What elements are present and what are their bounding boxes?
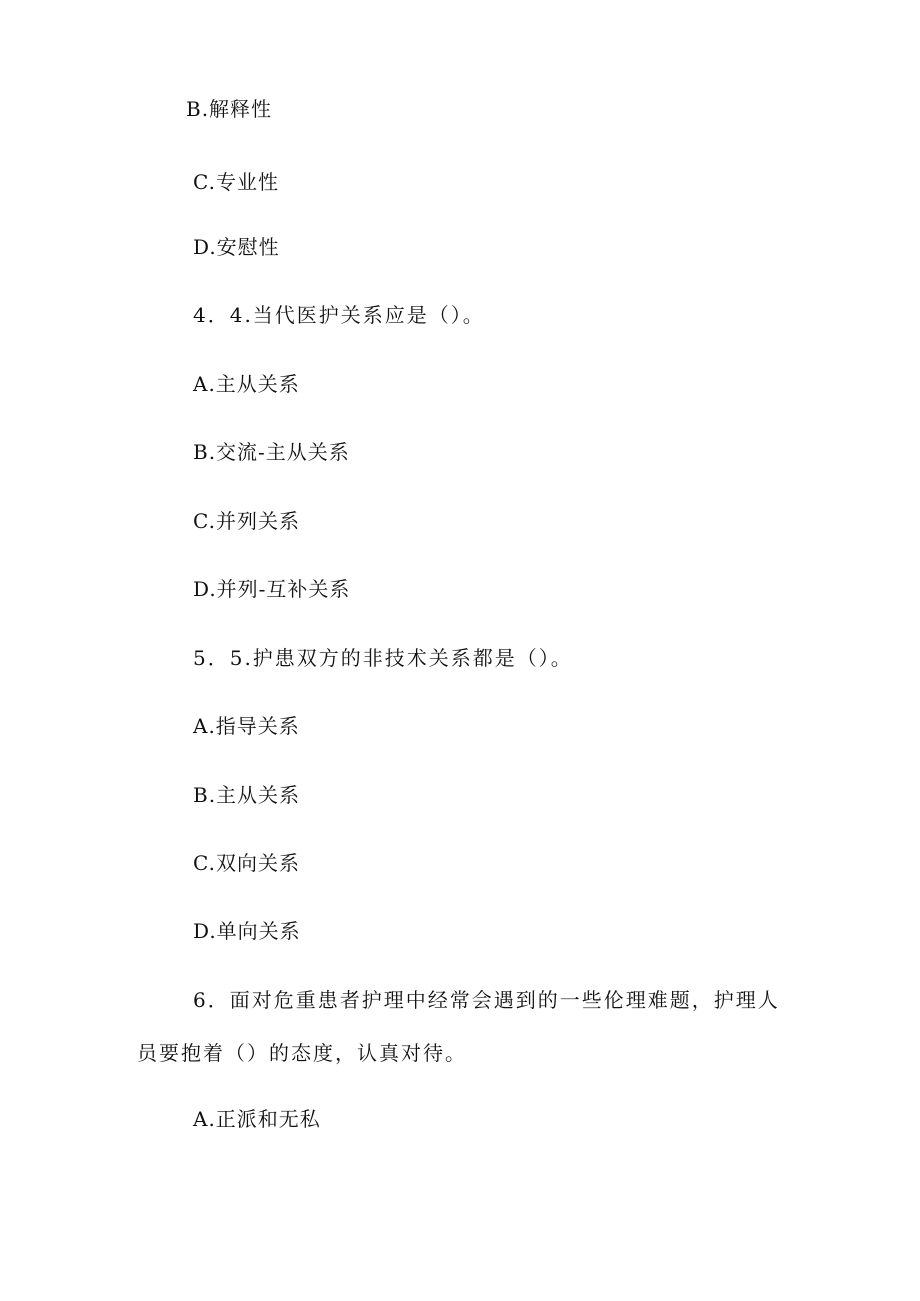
option-b-q5: B.主从关系: [193, 783, 301, 807]
option-c-q4: C.并列关系: [193, 509, 300, 533]
option-d-q3: D.安慰性: [193, 235, 280, 259]
question-6-line-1: 6．面对危重患者护理中经常会遇到的一些伦理难题，护理人: [193, 988, 780, 1012]
question-5: 5．5.护患双方的非技术关系都是（）。: [193, 646, 573, 670]
option-d-q4: D.并列-互补关系: [193, 577, 351, 601]
question-6-line-2: 员要抱着（）的态度，认真对待。: [137, 1041, 467, 1065]
option-b-q4: B.交流-主从关系: [193, 440, 350, 464]
option-b-q3: B.解释性: [186, 97, 273, 121]
option-d-q5: D.单向关系: [193, 919, 301, 943]
option-a-q4: A.主从关系: [193, 372, 300, 396]
question-4: 4．4.当代医护关系应是（）。: [193, 303, 485, 327]
option-c-q3: C.专业性: [193, 170, 279, 194]
option-a-q6: A.正派和无私: [193, 1107, 321, 1131]
option-a-q5: A.指导关系: [193, 714, 300, 738]
option-c-q5: C.双向关系: [193, 851, 300, 875]
